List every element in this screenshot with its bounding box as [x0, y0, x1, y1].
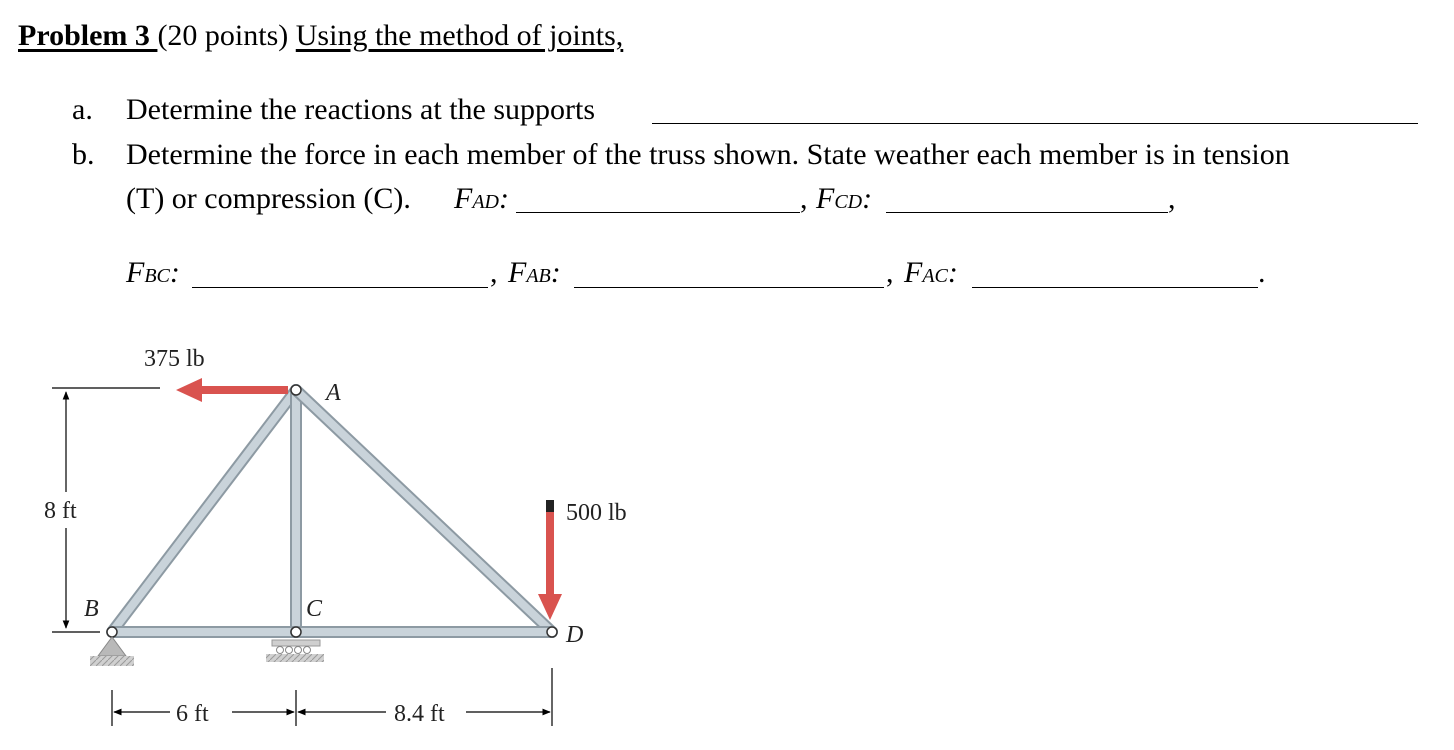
joint-d — [547, 627, 557, 637]
label-joint-a: A — [326, 380, 341, 406]
answer-blank-fcd[interactable] — [886, 212, 1168, 213]
label-load-375: 375 lb — [144, 346, 205, 372]
label-load-500: 500 lb — [566, 500, 627, 526]
item-b-text-line2: (T) or compression (C). — [126, 182, 411, 215]
problem-points: (20 points) — [157, 19, 296, 52]
load-500-arrow — [538, 500, 562, 620]
answer-blank-fac[interactable] — [972, 287, 1258, 288]
item-a-text: Determine the reactions at the supports — [126, 93, 596, 126]
problem-method: Using the method of joints, — [295, 19, 624, 52]
load-375-arrow — [176, 378, 288, 402]
answer-blank-fad[interactable] — [516, 212, 800, 213]
problem-title — [18, 19, 623, 53]
answer-blank-reactions[interactable] — [652, 123, 1418, 124]
force-label-cd: FCD: — [816, 182, 873, 215]
label-joint-c: C — [306, 596, 323, 622]
label-joint-b: B — [84, 596, 99, 622]
separator-period: . — [1258, 256, 1266, 289]
roller-support-c — [266, 640, 324, 662]
force-label-ad: FAD: — [454, 182, 509, 215]
truss-members — [112, 390, 552, 632]
joint-a — [291, 385, 301, 395]
label-dim-left: 6 ft — [176, 701, 209, 727]
separator-comma: , — [800, 182, 808, 215]
joint-c — [291, 627, 301, 637]
pin-support-b — [90, 637, 134, 666]
label-dim-right: 8.4 ft — [394, 701, 445, 727]
separator-comma: , — [1168, 182, 1176, 215]
force-label-bc: FBC: — [126, 256, 180, 289]
item-b-marker: b. — [72, 138, 95, 171]
item-a-marker: a. — [72, 93, 93, 126]
answer-blank-fab[interactable] — [574, 287, 884, 288]
joint-b — [107, 627, 117, 637]
label-joint-d: D — [566, 622, 584, 648]
separator-comma: , — [490, 256, 498, 289]
truss-figure — [0, 330, 700, 750]
item-b-text-line1: Determine the force in each member of the truss shown. State weather each member is in tension — [126, 138, 1290, 171]
force-label-ac: FAC: — [904, 256, 958, 289]
label-dim-height: 8 ft — [44, 498, 77, 524]
force-label-ab: FAB: — [508, 256, 561, 289]
separator-comma: , — [886, 256, 894, 289]
answer-blank-fbc[interactable] — [192, 287, 488, 288]
problem-label: Problem 3 — [18, 19, 158, 52]
